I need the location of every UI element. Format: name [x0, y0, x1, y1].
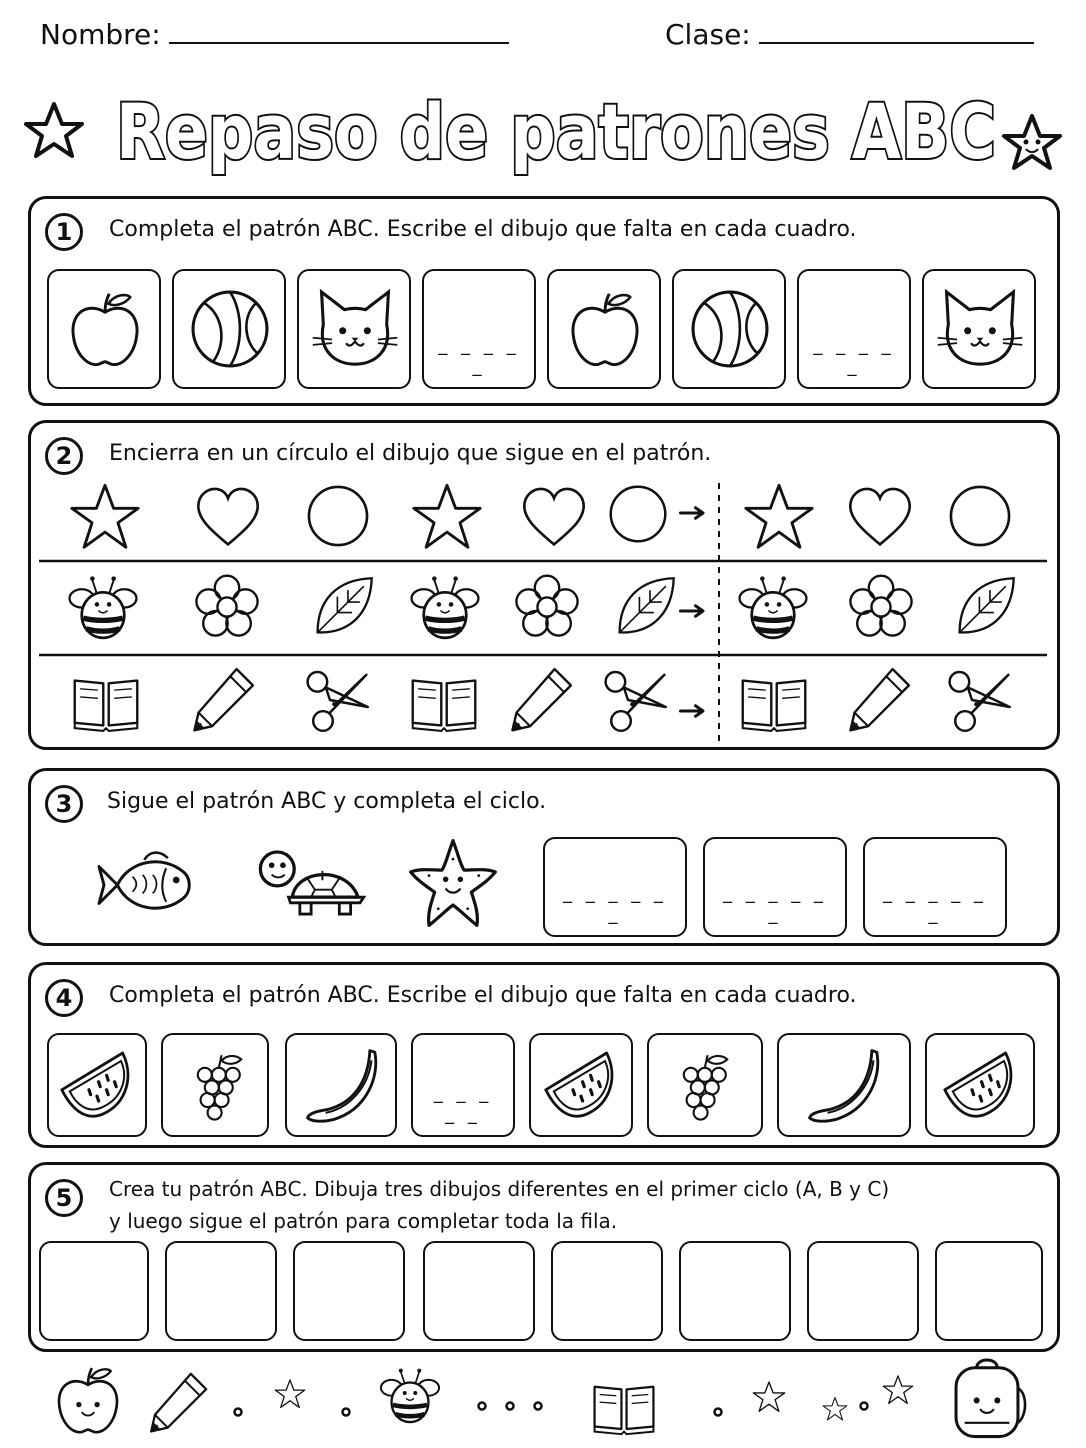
title-svg: [0, 82, 1086, 192]
star-icon: [882, 1374, 914, 1406]
s1-answer-box-2[interactable]: [797, 269, 911, 389]
arrow-right-icon: [679, 505, 709, 521]
section-4: [28, 962, 1060, 1148]
answer-line: _ _ _ _ _: [813, 335, 895, 377]
s1-box-8: [922, 269, 1036, 389]
grapes-icon: [181, 1043, 251, 1129]
pencil-icon: [507, 663, 575, 735]
s5-draw-box-6[interactable]: [679, 1241, 791, 1341]
s5-draw-box-7[interactable]: [807, 1241, 919, 1341]
title-banner: [0, 82, 1086, 192]
s5-draw-box-5[interactable]: [551, 1241, 663, 1341]
ball-icon: [686, 285, 774, 373]
s4-box-5: [529, 1033, 633, 1137]
name-field[interactable]: [40, 18, 509, 51]
s1-box-2: [172, 269, 286, 389]
section-5-instruction-line2: y luego sigue el patrón para completar toda la fila.: [109, 1209, 618, 1233]
s5-draw-box-1[interactable]: [39, 1241, 149, 1341]
pencil-icon: [189, 663, 257, 735]
answer-line: _ _ _ _ _: [433, 1083, 493, 1125]
right-star-face-icon: [1004, 116, 1060, 168]
section-3: [28, 768, 1060, 946]
book-icon: [578, 1374, 670, 1438]
cat-icon: [309, 285, 401, 373]
flower-icon: [513, 573, 581, 641]
s4-box-3: [285, 1033, 397, 1137]
class-field[interactable]: [665, 18, 1034, 51]
apple-face-icon: [50, 1362, 126, 1438]
star-icon: [822, 1396, 848, 1422]
option-circle-icon[interactable]: [947, 483, 1013, 549]
watermelon-icon: [937, 1045, 1023, 1125]
section-3-instruction: Sigue el patrón ABC y completa el ciclo.: [107, 789, 547, 814]
circle-icon: [305, 483, 371, 549]
s4-box-2: [161, 1033, 269, 1137]
watermelon-icon: [55, 1045, 139, 1125]
turtle-icon: [249, 837, 377, 931]
section-5-number: 5: [45, 1179, 83, 1217]
backpack-icon: [942, 1354, 1032, 1440]
pencil-icon: [140, 1370, 216, 1434]
s5-draw-box-3[interactable]: [293, 1241, 405, 1341]
s4-box-1: [47, 1033, 147, 1137]
section-1-instruction: Completa el patrón ABC. Escribe el dibujo que falta en cada cuadro.: [109, 217, 857, 242]
leaf-icon: [613, 571, 679, 641]
circle-icon: [607, 483, 669, 545]
answer-line: _ _ _ _ _ _: [563, 883, 667, 925]
option-star-icon[interactable]: [743, 481, 815, 553]
star-icon: [752, 1380, 786, 1414]
s5-draw-box-8[interactable]: [935, 1241, 1043, 1341]
starfish-icon: [407, 837, 499, 929]
option-heart-icon[interactable]: [845, 485, 915, 551]
s4-box-7: [777, 1033, 911, 1137]
option-scissors-icon[interactable]: [937, 665, 1021, 735]
option-book-icon[interactable]: [731, 667, 817, 735]
fish-icon: [79, 843, 213, 927]
section-1: [28, 196, 1060, 406]
option-leaf-icon[interactable]: [953, 571, 1019, 641]
class-label: Clase:: [665, 18, 751, 51]
section-4-instruction: Completa el patrón ABC. Escribe el dibujo que falta en cada cuadro.: [109, 983, 857, 1008]
s1-box-3: [297, 269, 411, 389]
s1-box-6: [672, 269, 786, 389]
s1-box-5: [547, 269, 661, 389]
s3-answer-box-3[interactable]: [863, 837, 1007, 937]
apple-icon: [563, 283, 647, 375]
section-5: [28, 1162, 1060, 1352]
star-icon: [274, 1378, 306, 1410]
banana-icon: [301, 1043, 383, 1127]
page-title: Repaso de patrones ABC: [116, 87, 996, 176]
option-pencil-icon[interactable]: [845, 663, 913, 735]
ball-icon: [186, 285, 274, 373]
option-flower-icon[interactable]: [847, 573, 915, 641]
answer-line: _ _ _ _ _ _: [883, 883, 987, 925]
arrow-right-icon: [679, 703, 709, 719]
book-icon: [401, 667, 487, 735]
section-5-instruction-line1: Crea tu patrón ABC. Dibuja tres dibujos diferentes en el primer ciclo (A, B y C): [109, 1177, 890, 1201]
bee-icon: [403, 571, 487, 647]
option-bee-icon[interactable]: [731, 571, 815, 647]
class-line[interactable]: [759, 18, 1034, 44]
s4-box-6: [647, 1033, 763, 1137]
s1-answer-box-1[interactable]: [422, 269, 536, 389]
section-1-number: 1: [45, 213, 83, 251]
s5-draw-box-4[interactable]: [423, 1241, 535, 1341]
s4-box-8: [925, 1033, 1035, 1137]
section-4-number: 4: [45, 979, 83, 1017]
heart-icon: [193, 485, 263, 551]
answer-line: _ _ _ _ _: [438, 335, 520, 377]
arrow-right-icon: [679, 603, 709, 619]
section-2-number: 2: [45, 437, 83, 475]
star-icon: [411, 481, 483, 553]
book-icon: [63, 667, 149, 735]
scissors-icon: [295, 665, 379, 735]
s5-draw-box-2[interactable]: [165, 1241, 277, 1341]
s1-box-1: [47, 269, 161, 389]
cat-icon: [934, 285, 1026, 373]
name-line[interactable]: [169, 18, 509, 44]
watermelon-icon: [539, 1045, 623, 1125]
heart-icon: [519, 485, 589, 551]
star-icon: [69, 481, 141, 553]
name-label: Nombre:: [40, 18, 161, 51]
s3-answer-box-1[interactable]: [543, 837, 687, 937]
section-2-instruction: Encierra en un círculo el dibujo que sigue en el patrón.: [109, 441, 712, 466]
answer-line: _ _ _ _ _ _: [723, 883, 827, 925]
s4-answer-box[interactable]: [411, 1033, 515, 1137]
bee-icon: [374, 1364, 446, 1430]
section-3-number: 3: [45, 785, 83, 823]
banana-icon: [803, 1043, 885, 1127]
bee-icon: [61, 571, 145, 647]
flower-icon: [193, 573, 261, 641]
apple-icon: [63, 283, 147, 375]
left-star-icon: [26, 104, 82, 156]
grapes-icon: [667, 1043, 737, 1129]
s3-answer-box-2[interactable]: [703, 837, 847, 937]
scissors-icon: [593, 665, 677, 735]
section-2: [28, 420, 1060, 750]
leaf-icon: [311, 571, 377, 641]
